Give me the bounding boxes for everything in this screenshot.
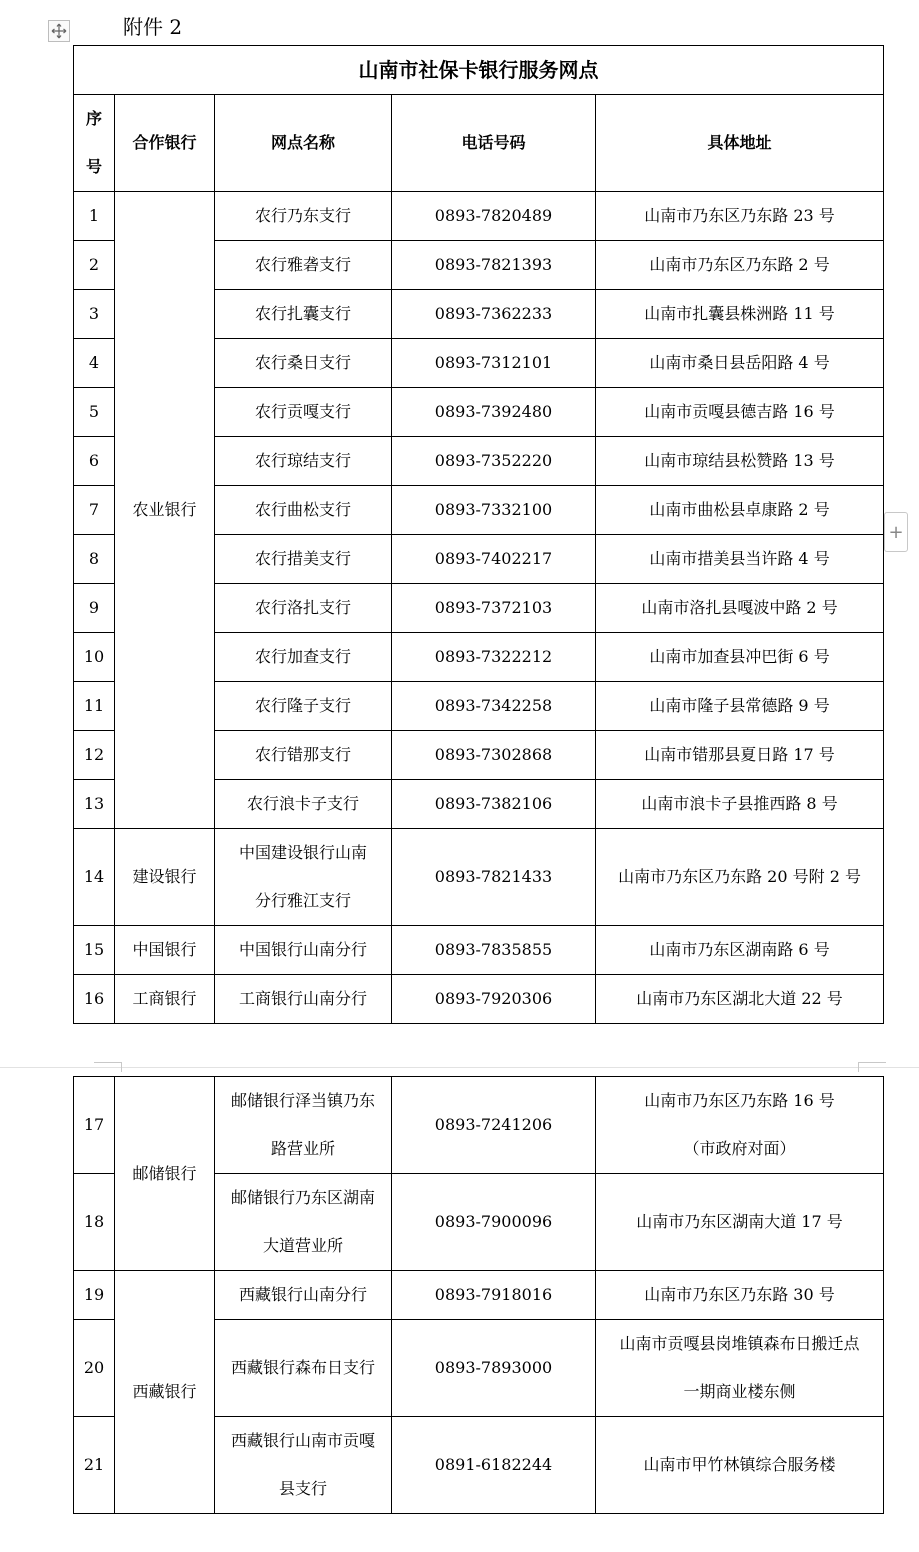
phone-number: 0893-7402217 <box>392 535 596 584</box>
branch-address: 山南市扎囊县株洲路 11 号 <box>596 290 884 339</box>
branch-table-page-1 <box>73 45 884 1024</box>
branch-address: 山南市乃东区湖南路 6 号 <box>596 926 884 975</box>
row-number: 5 <box>74 388 115 437</box>
table-row <box>74 926 884 975</box>
column-header-seq: 序 号 <box>74 95 115 192</box>
branch-address: 山南市琼结县松赞路 13 号 <box>596 437 884 486</box>
branch-address-line: 一期商业楼东侧 <box>683 1382 796 1401</box>
row-number: 21 <box>74 1417 115 1514</box>
column-header-address: 具体地址 <box>596 95 884 192</box>
branch-table-page-2 <box>73 1076 884 1514</box>
branch-address: 山南市乃东区乃东路 30 号 <box>596 1271 884 1320</box>
branch-name-line: 分行雅江支行 <box>254 891 351 910</box>
phone-number: 0893-7352220 <box>392 437 596 486</box>
table-row <box>74 1271 884 1320</box>
branch-address: 山南市措美县当许路 4 号 <box>596 535 884 584</box>
phone-number: 0893-7382106 <box>392 780 596 829</box>
row-number: 15 <box>74 926 115 975</box>
branch-address: 山南市加查县冲巴街 6 号 <box>596 633 884 682</box>
branch-address: 山南市乃东区乃东路 20 号附 2 号 <box>596 829 884 926</box>
branch-name: 西藏银行森布日支行 <box>215 1320 392 1417</box>
branch-name-line: 邮储银行乃东区湖南 <box>230 1188 375 1207</box>
column-header-phone: 电话号码 <box>392 95 596 192</box>
bank-name: 西藏银行 <box>115 1271 215 1514</box>
branch-address <box>596 1320 884 1417</box>
branch-address-line: 山南市贡嘎县岗堆镇森布日搬迁点 <box>619 1334 860 1353</box>
bank-name: 建设银行 <box>115 829 215 926</box>
table-row <box>74 829 884 926</box>
branch-address-line: 山南市乃东区乃东路 16 号 <box>644 1091 835 1110</box>
row-number: 4 <box>74 339 115 388</box>
phone-number: 0893-7362233 <box>392 290 596 339</box>
phone-number: 0893-7332100 <box>392 486 596 535</box>
branch-name-line: 大道营业所 <box>262 1236 343 1255</box>
branch-address: 山南市错那县夏日路 17 号 <box>596 731 884 780</box>
branch-name-line: 邮储银行泽当镇乃东 <box>230 1091 375 1110</box>
row-number: 17 <box>74 1077 115 1174</box>
table-row <box>74 192 884 241</box>
branch-name-line: 中国建设银行山南 <box>238 843 367 862</box>
phone-number: 0893-7900096 <box>392 1174 596 1271</box>
phone-number: 0891-6182244 <box>392 1417 596 1514</box>
branch-address <box>596 1077 884 1174</box>
phone-number: 0893-7312101 <box>392 339 596 388</box>
branch-name: 农行错那支行 <box>215 731 392 780</box>
bank-name: 邮储银行 <box>115 1077 215 1271</box>
phone-number: 0893-7372103 <box>392 584 596 633</box>
branch-name: 农行洛扎支行 <box>215 584 392 633</box>
bank-name: 中国银行 <box>115 926 215 975</box>
branch-address: 山南市桑日县岳阳路 4 号 <box>596 339 884 388</box>
branch-address: 山南市乃东区湖南大道 17 号 <box>596 1174 884 1271</box>
row-number: 9 <box>74 584 115 633</box>
row-number: 20 <box>74 1320 115 1417</box>
branch-name-line: 县支行 <box>278 1479 327 1498</box>
row-number: 14 <box>74 829 115 926</box>
phone-number: 0893-7241206 <box>392 1077 596 1174</box>
phone-number: 0893-7392480 <box>392 388 596 437</box>
branch-name <box>215 1174 392 1271</box>
phone-number: 0893-7835855 <box>392 926 596 975</box>
row-number: 11 <box>74 682 115 731</box>
branch-name: 农行乃东支行 <box>215 192 392 241</box>
table-title: 山南市社保卡银行服务网点 <box>74 46 884 95</box>
phone-number: 0893-7821393 <box>392 241 596 290</box>
bank-name: 农业银行 <box>115 192 215 829</box>
phone-number: 0893-7302868 <box>392 731 596 780</box>
page-corner-mark-left <box>94 1062 122 1072</box>
branch-name: 农行桑日支行 <box>215 339 392 388</box>
branch-address-line: （市政府对面） <box>683 1139 796 1158</box>
branch-address: 山南市乃东区乃东路 2 号 <box>596 241 884 290</box>
row-number: 18 <box>74 1174 115 1271</box>
page-corner-mark-right <box>858 1062 886 1072</box>
branch-name: 西藏银行山南分行 <box>215 1271 392 1320</box>
table-row <box>74 975 884 1024</box>
phone-number: 0893-7918016 <box>392 1271 596 1320</box>
branch-address: 山南市贡嘎县德吉路 16 号 <box>596 388 884 437</box>
table-row <box>74 1077 884 1174</box>
add-row-button[interactable] <box>884 512 908 552</box>
row-number: 13 <box>74 780 115 829</box>
plus-icon: + <box>888 521 904 543</box>
row-number: 7 <box>74 486 115 535</box>
row-number: 6 <box>74 437 115 486</box>
branch-address: 山南市乃东区乃东路 23 号 <box>596 192 884 241</box>
branch-address: 山南市隆子县常德路 9 号 <box>596 682 884 731</box>
branch-name <box>215 829 392 926</box>
phone-number: 0893-7342258 <box>392 682 596 731</box>
row-number: 2 <box>74 241 115 290</box>
phone-number: 0893-7820489 <box>392 192 596 241</box>
branch-name: 农行贡嘎支行 <box>215 388 392 437</box>
column-header-bank: 合作银行 <box>115 95 215 192</box>
phone-number: 0893-7821433 <box>392 829 596 926</box>
row-number: 8 <box>74 535 115 584</box>
branch-name: 中国银行山南分行 <box>215 926 392 975</box>
row-number: 10 <box>74 633 115 682</box>
bank-name: 工商银行 <box>115 975 215 1024</box>
phone-number: 0893-7920306 <box>392 975 596 1024</box>
branch-name: 农行措美支行 <box>215 535 392 584</box>
row-number: 16 <box>74 975 115 1024</box>
branch-name-line: 西藏银行山南市贡嘎 <box>230 1431 375 1450</box>
row-number: 19 <box>74 1271 115 1320</box>
branch-name: 农行扎囊支行 <box>215 290 392 339</box>
branch-name: 工商银行山南分行 <box>215 975 392 1024</box>
branch-address: 山南市曲松县卓康路 2 号 <box>596 486 884 535</box>
row-number: 12 <box>74 731 115 780</box>
branch-name: 农行琼结支行 <box>215 437 392 486</box>
branch-name: 农行浪卡子支行 <box>215 780 392 829</box>
row-number: 1 <box>74 192 115 241</box>
branch-name-line: 路营业所 <box>270 1139 335 1158</box>
branch-name <box>215 1417 392 1514</box>
column-header-branch: 网点名称 <box>215 95 392 192</box>
phone-number: 0893-7893000 <box>392 1320 596 1417</box>
table-move-handle[interactable] <box>48 20 70 42</box>
branch-name: 农行雅砻支行 <box>215 241 392 290</box>
branch-name: 农行隆子支行 <box>215 682 392 731</box>
branch-name <box>215 1077 392 1174</box>
page-break-line <box>0 1067 919 1068</box>
branch-name: 农行曲松支行 <box>215 486 392 535</box>
branch-address: 山南市洛扎县嘎波中路 2 号 <box>596 584 884 633</box>
phone-number: 0893-7322212 <box>392 633 596 682</box>
row-number: 3 <box>74 290 115 339</box>
attachment-label: 附件 2 <box>123 15 183 39</box>
branch-name: 农行加查支行 <box>215 633 392 682</box>
branch-address: 山南市浪卡子县推西路 8 号 <box>596 780 884 829</box>
branch-address: 山南市乃东区湖北大道 22 号 <box>596 975 884 1024</box>
move-icon <box>51 23 67 39</box>
branch-address: 山南市甲竹林镇综合服务楼 <box>596 1417 884 1514</box>
